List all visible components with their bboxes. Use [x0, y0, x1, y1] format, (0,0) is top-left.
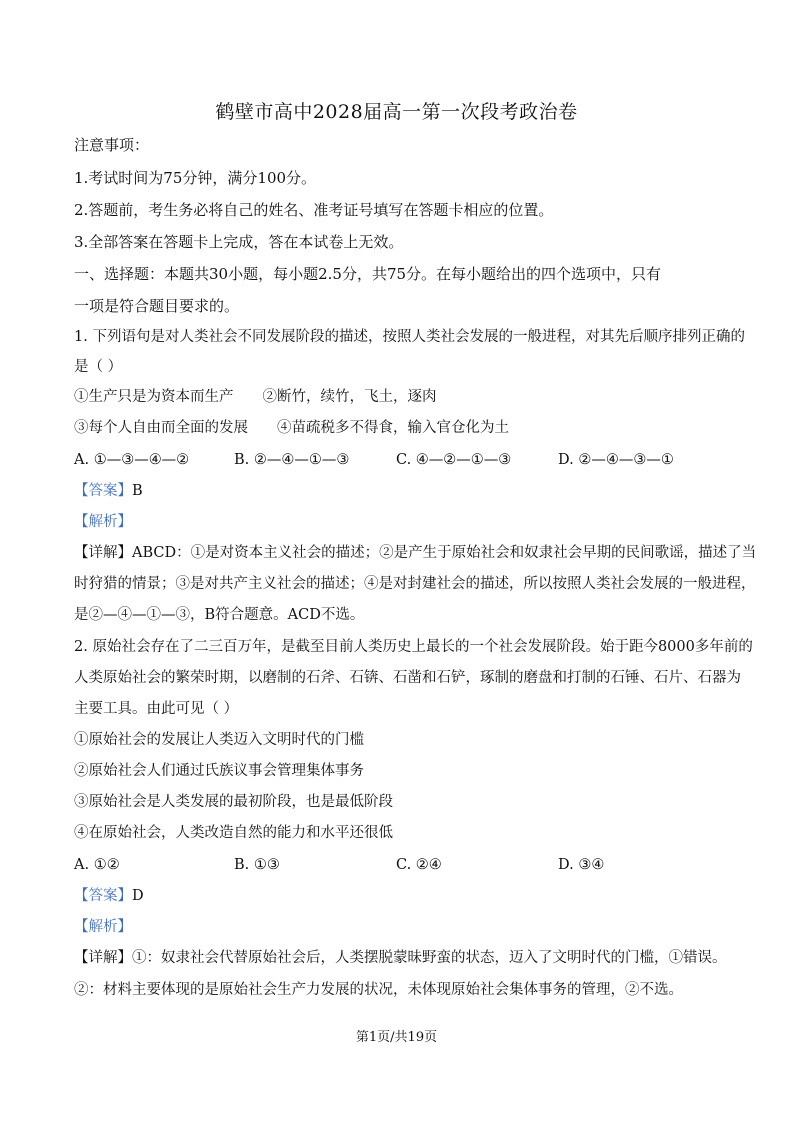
q2-answer: [74, 886, 144, 906]
q1-detail: [74, 543, 756, 563]
q2-detail-cont: ②：材料主要体现的是原始社会生产力发展的状况，未体现原始社会集体事务的管理，②不选。: [74, 982, 683, 998]
q1-statements: ③每个人自由而全面的发展 ④苗疏税多不得食，输入官仓化为土: [74, 420, 509, 436]
q2-statement: ②原始社会人们通过氏族议事会管理集体事务: [74, 763, 364, 779]
q2-stem: 2. 原始社会存在了二三百万年，是截至目前人类历史上最长的一个社会发展阶段。始于距今8000多年前的: [74, 639, 753, 655]
q2-option-a: A. ①②: [74, 857, 120, 873]
q2-option-d: D. ③④: [558, 857, 605, 873]
q2-detail: [74, 948, 727, 968]
q1-stem-cont: 是（ ）: [74, 359, 123, 375]
q2-statement: ③原始社会是人类发展的最初阶段，也是最低阶段: [74, 794, 393, 810]
q1-analysis-tag: 【解析】: [74, 514, 132, 530]
answer-tag: 【答案】: [74, 888, 132, 904]
q1-detail-cont: 时狩猎的情景；③是对共产主义社会的描述；④是对封建社会的描述，所以按照人类社会发展的一般进程，: [74, 576, 756, 592]
notice-item: 3.全部答案在答题卡上完成，答在本试卷上无效。: [74, 233, 404, 251]
answer-value: D: [132, 888, 144, 904]
detail-tag: 【详解】: [74, 950, 132, 966]
q1-option-b: B. ②—④—①—③: [234, 452, 350, 468]
q1-stem: 1. 下列语句是对人类社会不同发展阶段的描述，按照人类社会发展的一般进程，对其先后顺序排列正确的: [74, 329, 745, 345]
q1-statements: ①生产只是为资本而生产 ②断竹，续竹，飞土，逐肉: [74, 389, 437, 405]
section-instructions-cont: 一项是符合题目要求的。: [74, 297, 240, 315]
notice-item: 2.答题前，考生务必将自己的姓名、准考证号填写在答题卡相应的位置。: [74, 201, 554, 219]
notice-heading: 注意事项：: [74, 136, 150, 154]
q1-option-a: A. ①—③—④—②: [74, 452, 190, 468]
answer-tag: 【答案】: [74, 483, 132, 499]
answer-value: B: [132, 483, 143, 499]
q2-analysis-tag: 【解析】: [74, 919, 132, 935]
q2-stem-cont: 人类原始社会的繁荣时期，以磨制的石斧、石锛、石凿和石铲，琢制的磨盘和打制的石锤、石片、石器为: [74, 670, 741, 686]
q1-option-c: C. ④—②—①—③: [396, 452, 512, 468]
page-title: 鹤壁市高中2028届高一第一次段考政治卷: [215, 101, 578, 123]
detail-text: ABCD：①是对资本主义社会的描述；②是产生于原始社会和奴隶社会早期的民间歌谣，描述了当: [132, 545, 757, 561]
q2-statement: ①原始社会的发展让人类迈入文明时代的门槛: [74, 732, 364, 748]
q2-option-b: B. ①③: [234, 857, 280, 873]
detail-text: ①：奴隶社会代替原始社会后，人类摆脱蒙昧野蛮的状态，迈入了文明时代的门槛，①错误。: [132, 950, 727, 966]
q1-detail-cont: 是②—④—①—③，B符合题意。ACD不选。: [74, 607, 365, 623]
q1-answer: [74, 481, 143, 501]
q2-stem-cont: 主要工具。由此可见（ ）: [74, 701, 239, 717]
q2-option-c: C. ②④: [396, 857, 442, 873]
q2-statement: ④在原始社会，人类改造自然的能力和水平还很低: [74, 825, 393, 841]
page-number: 第1页/共19页: [355, 1030, 438, 1045]
section-instructions: 一、选择题：本题共30小题，每小题2.5分，共75分。在每小题给出的四个选项中，只有: [74, 265, 662, 283]
q1-option-d: D. ②—④—③—①: [558, 452, 674, 468]
notice-item: 1.考试时间为75分钟，满分100分。: [74, 169, 317, 187]
detail-tag: 【详解】: [74, 545, 132, 561]
